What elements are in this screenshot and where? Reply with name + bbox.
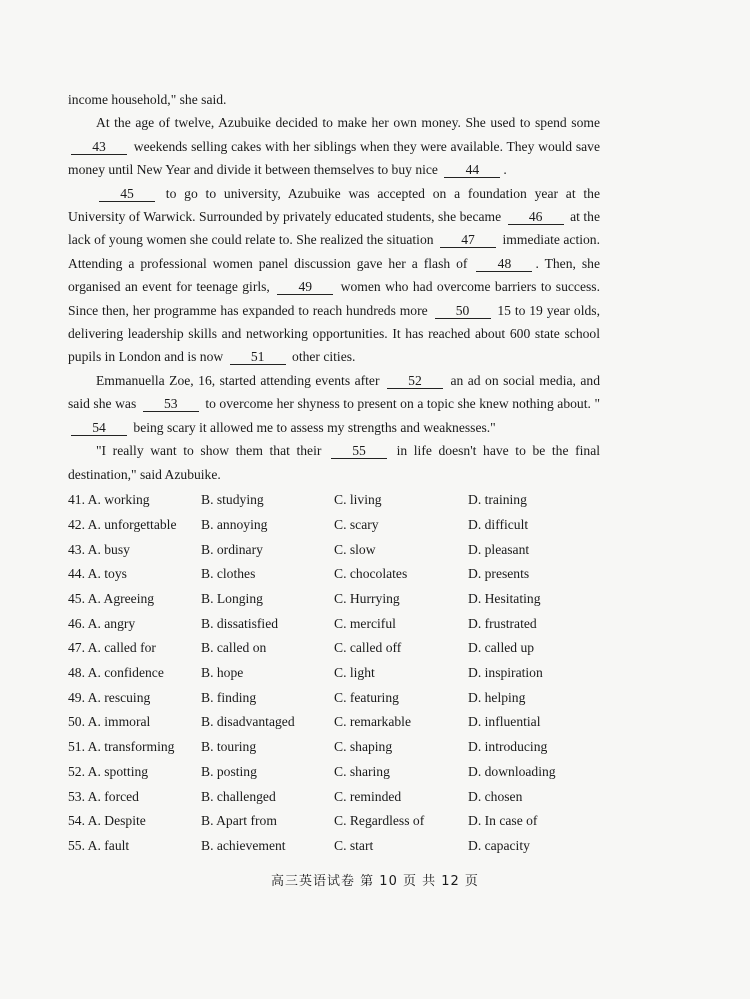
blank-55: 55 bbox=[331, 443, 387, 459]
option-a: 46. A. angry bbox=[68, 615, 136, 631]
option-d: D. Hesitating bbox=[468, 591, 541, 606]
option-a: 42. A. unforgettable bbox=[68, 516, 177, 532]
paragraph-2 bbox=[68, 111, 600, 181]
option-row-51 bbox=[68, 735, 600, 760]
paragraph-3 bbox=[68, 182, 600, 369]
passage-text: other cities. bbox=[292, 349, 356, 365]
option-row-50 bbox=[68, 710, 600, 735]
option-c: C. start bbox=[334, 837, 374, 853]
passage-text: 15 to 19 year olds, delivering leadership skills and networking opportunities. It has reached about 600 state school pupils in London and is now bbox=[68, 302, 600, 365]
option-d: D. difficult bbox=[468, 516, 529, 532]
option-row-54 bbox=[68, 809, 600, 834]
option-c: C. living bbox=[334, 492, 382, 508]
passage-text: . bbox=[503, 162, 507, 178]
option-a: 49. A. rescuing bbox=[68, 689, 151, 705]
option-c: C. Regardless of bbox=[334, 813, 425, 829]
option-b: B. annoying bbox=[201, 516, 268, 532]
option-d: D. chosen bbox=[468, 788, 523, 804]
blank-45: 45 bbox=[99, 186, 155, 202]
passage-text: in life doesn't have to be the final destination," said Azubuike. bbox=[68, 443, 601, 482]
blank-44: 44 bbox=[444, 162, 500, 178]
blank-50: 50 bbox=[435, 303, 491, 319]
blank-51: 51 bbox=[230, 349, 286, 365]
blank-48: 48 bbox=[476, 256, 532, 272]
option-c: C. merciful bbox=[334, 615, 396, 631]
passage-text: Emmanuella Zoe, 16, started attending events after bbox=[96, 372, 380, 388]
option-d: D. pleasant bbox=[468, 541, 530, 557]
passage-text: weekends selling cakes with her siblings when they were available. They would save money until New Year and divide it between themselves to buy nice bbox=[68, 138, 600, 178]
option-b: B. hope bbox=[201, 665, 244, 681]
blank-53: 53 bbox=[143, 396, 199, 412]
page-footer: 高三英语试卷 第 10 页 共 12 页 bbox=[271, 874, 479, 889]
option-row-45 bbox=[68, 587, 600, 612]
passage-text: women who had overcome barriers to success. Since then, her programme has expanded to reach hundreds more bbox=[68, 279, 600, 318]
option-d: D. training bbox=[468, 492, 527, 508]
option-a: 41. A. working bbox=[68, 492, 150, 508]
passage-text: "I really want to show them that their bbox=[96, 443, 322, 459]
option-c: C. featuring bbox=[334, 689, 399, 705]
option-row-44 bbox=[68, 562, 600, 587]
option-d: D. capacity bbox=[468, 837, 530, 853]
passage-text: . Then, she organised an event for teenage girls, bbox=[68, 255, 600, 295]
option-row-55 bbox=[68, 834, 600, 859]
option-d: D. presents bbox=[468, 566, 530, 582]
option-d: D. called up bbox=[468, 640, 535, 656]
option-d: D. frustrated bbox=[468, 615, 537, 631]
option-b: B. challenged bbox=[201, 788, 276, 804]
passage-text: immediate action. Attending a professional women panel discussion gave her a flash of bbox=[68, 232, 600, 271]
option-b: B. called on bbox=[201, 640, 267, 656]
option-row-46 bbox=[68, 611, 600, 636]
option-b: B. achievement bbox=[201, 837, 286, 853]
option-a: 51. A. transforming bbox=[68, 739, 175, 755]
option-c: C. reminded bbox=[334, 788, 402, 804]
option-a: 48. A. confidence bbox=[68, 665, 164, 681]
option-b: B. ordinary bbox=[201, 541, 263, 557]
option-row-42 bbox=[68, 513, 600, 538]
passage-text: at the lack of young women she could relate to. She realized the situation bbox=[68, 209, 600, 248]
paragraph-1-end: income household," she said. bbox=[68, 92, 227, 107]
option-c: C. remarkable bbox=[334, 714, 411, 730]
option-c: C. scary bbox=[334, 516, 379, 532]
passage-text: to go to university, Azubuike was accepted on a foundation year at the University of Warwick. Surrounded by privately educated students, she became bbox=[68, 185, 600, 225]
option-a: 47. A. called for bbox=[68, 640, 156, 656]
blank-43: 43 bbox=[71, 139, 127, 155]
option-row-48 bbox=[68, 661, 600, 686]
answer-options bbox=[68, 488, 600, 858]
paragraph-4 bbox=[68, 369, 600, 439]
option-d: D. downloading bbox=[468, 763, 556, 779]
option-a: 52. A. spotting bbox=[68, 763, 149, 779]
option-d: D. introducing bbox=[468, 739, 548, 755]
option-b: B. clothes bbox=[201, 566, 256, 582]
option-c: C. sharing bbox=[334, 763, 390, 779]
option-c: C. light bbox=[334, 665, 375, 681]
option-c: C. chocolates bbox=[334, 566, 408, 582]
blank-49: 49 bbox=[277, 279, 333, 295]
option-d: D. In case of bbox=[468, 813, 538, 829]
option-d: D. inspiration bbox=[468, 665, 543, 681]
passage-text: At the age of twelve, Azubuike decided to make her own money. She used to spend some bbox=[96, 115, 600, 131]
option-c: C. Hurrying bbox=[334, 591, 400, 606]
option-b: B. Longing bbox=[201, 591, 263, 606]
passage-text: to overcome her shyness to present on a topic she knew nothing about. " bbox=[205, 396, 600, 412]
option-b: B. disadvantaged bbox=[201, 714, 295, 730]
option-b: B. finding bbox=[201, 689, 257, 705]
cloze-passage bbox=[68, 88, 600, 486]
option-row-43 bbox=[68, 537, 600, 562]
option-c: C. slow bbox=[334, 541, 376, 557]
paragraph-5 bbox=[68, 439, 600, 486]
option-c: C. shaping bbox=[334, 739, 393, 755]
blank-47: 47 bbox=[440, 232, 496, 248]
option-a: 53. A. forced bbox=[68, 788, 139, 804]
option-b: B. touring bbox=[201, 739, 257, 755]
option-a: 55. A. fault bbox=[68, 837, 130, 853]
option-a: 45. A. Agreeing bbox=[68, 591, 155, 606]
option-row-53 bbox=[68, 784, 600, 809]
option-b: B. Apart from bbox=[201, 813, 277, 829]
option-b: B. posting bbox=[201, 763, 257, 779]
blank-52: 52 bbox=[387, 373, 443, 389]
option-row-41 bbox=[68, 488, 600, 513]
option-a: 43. A. busy bbox=[68, 541, 130, 557]
blank-46: 46 bbox=[508, 209, 564, 225]
option-b: B. dissatisfied bbox=[201, 615, 279, 631]
option-a: 50. A. immoral bbox=[68, 714, 151, 730]
option-a: 44. A. toys bbox=[68, 566, 127, 582]
passage-text: an ad on social media, and said she was bbox=[68, 372, 601, 412]
option-a: 54. A. Despite bbox=[68, 813, 146, 829]
option-row-52 bbox=[68, 759, 600, 784]
option-c: C. called off bbox=[334, 640, 402, 656]
passage-text: being scary it allowed me to assess my strengths and weaknesses." bbox=[133, 419, 496, 435]
blank-54: 54 bbox=[71, 420, 127, 436]
option-b: B. studying bbox=[201, 492, 264, 508]
option-d: D. influential bbox=[468, 714, 541, 730]
option-d: D. helping bbox=[468, 689, 526, 705]
option-row-47 bbox=[68, 636, 600, 661]
option-row-49 bbox=[68, 685, 600, 710]
